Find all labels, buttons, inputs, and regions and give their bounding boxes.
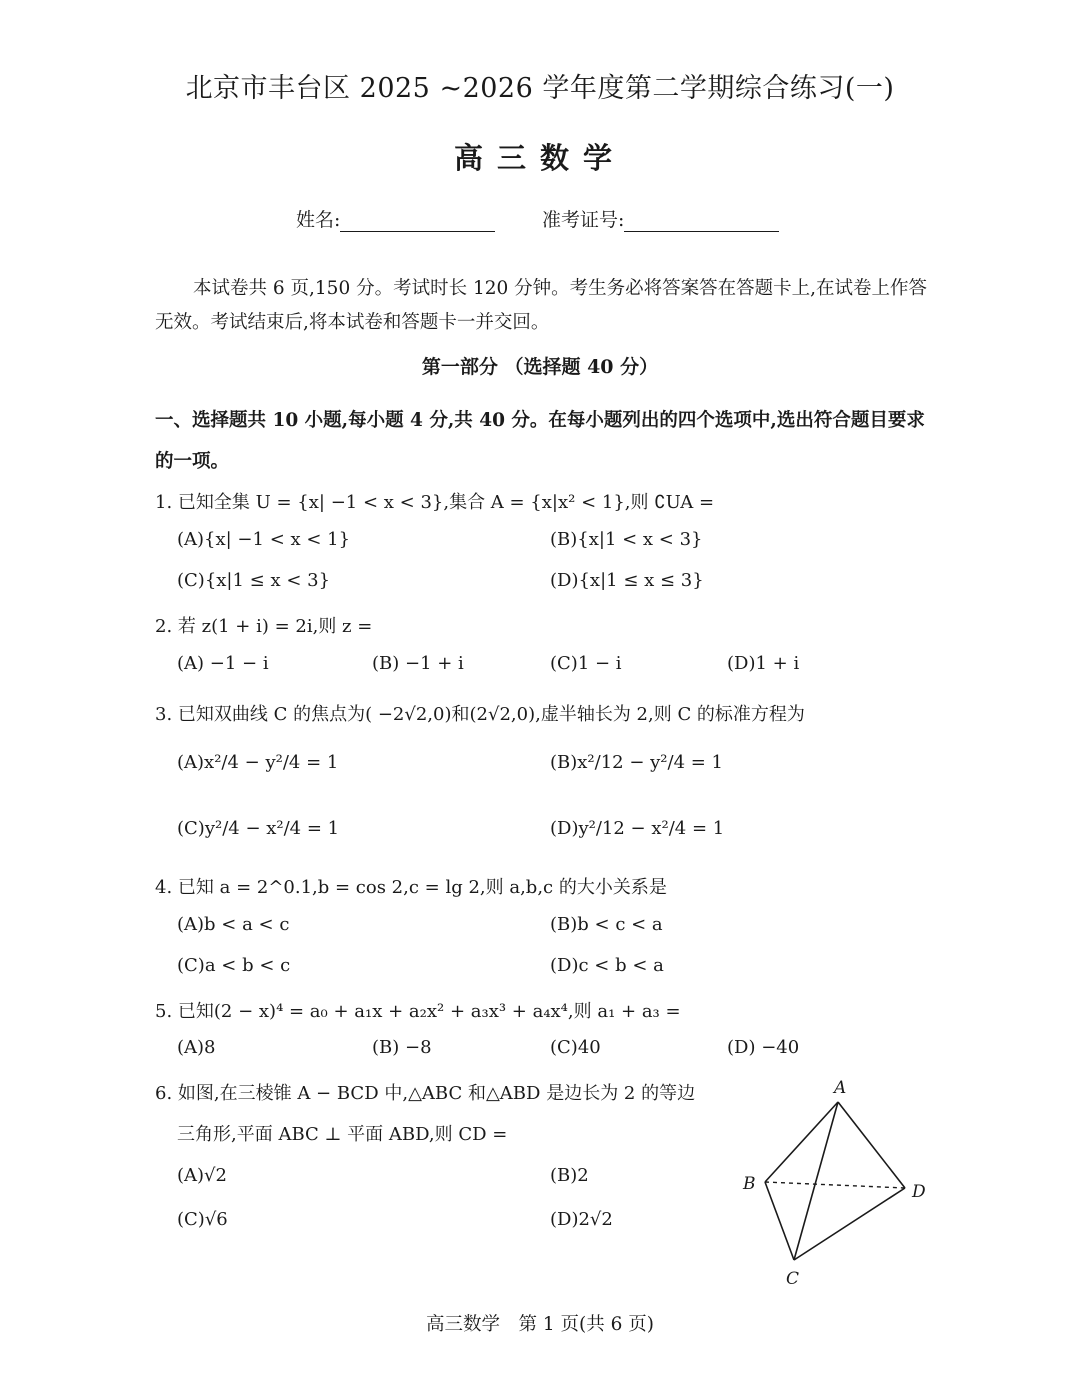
question-5-stem: 5. 已知(2 − x)⁴ = a₀ + a₁x + a₂x² + a₃x³ + a₄x⁴,则 a₁ + a₃ = bbox=[155, 1001, 681, 1022]
id-label: 准考证号: bbox=[542, 209, 625, 231]
question-2-option-b: (B) −1 + i bbox=[372, 653, 464, 674]
question-4-option-a: (A)b < a < c bbox=[177, 914, 290, 935]
question-4-option-c: (C)a < b < c bbox=[177, 955, 291, 976]
id-field bbox=[542, 205, 779, 232]
vertex-c-label: C bbox=[786, 1269, 800, 1289]
question-3-option-c: (C)y²/4 − x²/4 = 1 bbox=[177, 818, 340, 839]
question-6-option-c: (C)√6 bbox=[177, 1209, 228, 1230]
question-2-stem: 2. 若 z(1 + i) = 2i,则 z = bbox=[155, 616, 373, 637]
question-6-option-b: (B)2 bbox=[550, 1165, 589, 1186]
question-4-option-d: (D)c < b < a bbox=[550, 955, 664, 976]
vertex-b-label: B bbox=[743, 1174, 756, 1194]
question-5-option-c: (C)40 bbox=[550, 1037, 601, 1058]
question-3-option-b: (B)x²/12 − y²/4 = 1 bbox=[550, 752, 724, 773]
name-field bbox=[296, 205, 495, 232]
intro-paragraph: 本试卷共 6 页,150 分。考试时长 120 分钟。考生务必将答案答在答题卡上,在试卷上作答无效。考试结束后,将本试卷和答题卡一并交回。 bbox=[155, 278, 928, 333]
section-heading: 第一部分 （选择题 40 分） bbox=[421, 356, 659, 378]
page-footer: 高三数学 第 1 页(共 6 页) bbox=[426, 1314, 654, 1335]
id-blank bbox=[624, 211, 779, 232]
question-6-option-a: (A)√2 bbox=[177, 1165, 227, 1186]
edge-bd-hidden bbox=[765, 1182, 905, 1188]
question-3-option-a: (A)x²/4 − y²/4 = 1 bbox=[177, 752, 339, 773]
question-1-option-d: (D){x|1 ≤ x ≤ 3} bbox=[550, 570, 704, 591]
question-2-option-d: (D)1 + i bbox=[727, 653, 800, 674]
question-6-stem-line1: 6. 如图,在三棱锥 A − BCD 中,△ABC 和△ABD 是边长为 2 的等边 bbox=[155, 1083, 696, 1104]
question-6-stem-line2: 三角形,平面 ABC ⊥ 平面 ABD,则 CD = bbox=[177, 1124, 508, 1145]
question-5-option-b: (B) −8 bbox=[372, 1037, 432, 1058]
instruction-paragraph: 一、选择题共 10 小题,每小题 4 分,共 40 分。在每小题列出的四个选项中,选出符合题目要求的一项。 bbox=[155, 410, 925, 472]
vertex-d-label: D bbox=[912, 1182, 926, 1202]
edge-bc bbox=[765, 1182, 794, 1260]
tetrahedron-figure bbox=[730, 1070, 940, 1295]
question-2-option-c: (C)1 − i bbox=[550, 653, 622, 674]
question-4-option-b: (B)b < c < a bbox=[550, 914, 663, 935]
question-2-option-a: (A) −1 − i bbox=[177, 653, 269, 674]
question-3-stem: 3. 已知双曲线 C 的焦点为( −2√2,0)和(2√2,0),虚半轴长为 2,则 C 的标准方程为 bbox=[155, 704, 805, 725]
question-5-option-d: (D) −40 bbox=[727, 1037, 800, 1058]
edge-ad bbox=[838, 1102, 905, 1188]
name-label: 姓名: bbox=[296, 209, 341, 231]
question-4-stem: 4. 已知 a = 2^0.1,b = cos 2,c = lg 2,则 a,b,c 的大小关系是 bbox=[155, 877, 667, 898]
question-6-option-d: (D)2√2 bbox=[550, 1209, 613, 1230]
question-5-option-a: (A)8 bbox=[177, 1037, 216, 1058]
vertex-a-label: A bbox=[834, 1078, 847, 1098]
question-3-option-d: (D)y²/12 − x²/4 = 1 bbox=[550, 818, 725, 839]
name-blank bbox=[340, 211, 495, 232]
subject-title: 高三数学 bbox=[453, 141, 626, 175]
exam-title: 北京市丰台区 2025 ~2026 学年度第二学期综合练习(一) bbox=[185, 73, 895, 104]
question-1-stem: 1. 已知全集 U = {x| −1 < x < 3},集合 A = {x|x² < 1},则 ∁UA = bbox=[155, 492, 715, 513]
question-1-option-c: (C){x|1 ≤ x < 3} bbox=[177, 570, 331, 591]
question-1-option-b: (B){x|1 < x < 3} bbox=[550, 529, 703, 550]
question-1-option-a: (A){x| −1 < x < 1} bbox=[177, 529, 351, 550]
